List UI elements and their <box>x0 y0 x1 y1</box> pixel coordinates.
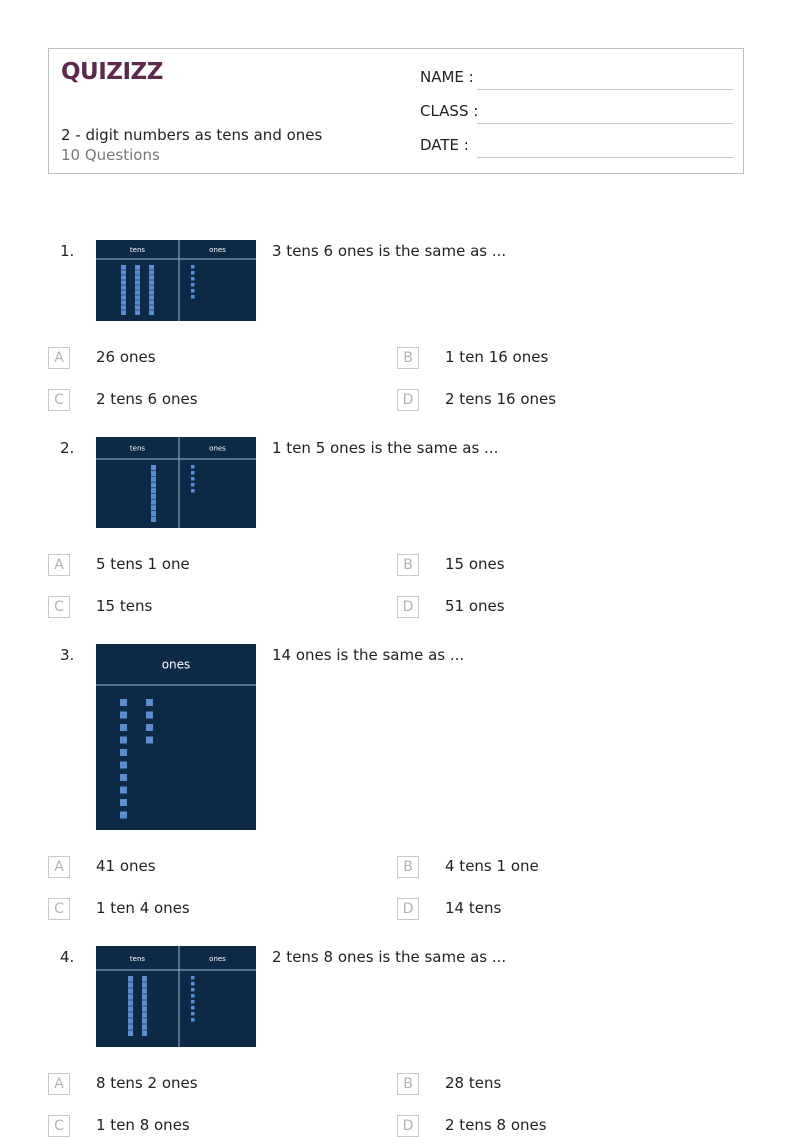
option-text[interactable]: 2 tens 6 ones <box>96 390 198 408</box>
option-letter[interactable]: B <box>397 554 419 576</box>
option-text[interactable]: 14 tens <box>445 899 502 917</box>
ones-cube <box>191 465 195 469</box>
ones-cube <box>120 749 127 756</box>
question-number: 2. <box>60 439 75 457</box>
ones-cube <box>120 712 127 719</box>
question-text: 1 ten 5 ones is the same as ... <box>272 439 499 457</box>
board-background <box>96 946 256 1047</box>
ones-cube <box>191 477 195 481</box>
option-letter[interactable]: B <box>397 1073 419 1095</box>
ones-cube <box>191 1012 195 1016</box>
ones-cube <box>120 699 127 706</box>
ones-cube <box>191 289 195 293</box>
option-text[interactable]: 1 ten 4 ones <box>96 899 190 917</box>
ones-cube <box>146 699 153 706</box>
option-letter[interactable]: C <box>48 389 70 411</box>
ones-cube <box>191 471 195 475</box>
ones-cube <box>191 265 195 269</box>
ones-cube <box>120 799 127 806</box>
board-background <box>96 240 256 321</box>
option-text[interactable]: 2 tens 8 ones <box>445 1116 547 1134</box>
option-text[interactable]: 26 ones <box>96 348 156 366</box>
place-value-chart <box>96 644 256 830</box>
option-text[interactable]: 1 ten 8 ones <box>96 1116 190 1134</box>
ones-cube <box>191 994 195 998</box>
worksheet-header <box>48 48 744 174</box>
ones-cube <box>191 976 195 980</box>
option-letter[interactable]: C <box>48 898 70 920</box>
ones-cube <box>120 762 127 769</box>
ones-cube <box>120 737 127 744</box>
option-letter[interactable]: B <box>397 856 419 878</box>
question-number: 4. <box>60 948 75 966</box>
ones-cube <box>120 774 127 781</box>
option-text[interactable]: 1 ten 16 ones <box>445 348 549 366</box>
ones-header: ones <box>209 444 226 453</box>
ones-cube <box>191 271 195 275</box>
ones-cube <box>191 1006 195 1010</box>
date-line[interactable] <box>477 157 733 158</box>
ones-cube <box>191 982 195 986</box>
ones-cube <box>191 489 195 493</box>
tens-header: tens <box>129 954 146 963</box>
ones-cube <box>191 277 195 281</box>
question-number: 3. <box>60 646 75 664</box>
class-line[interactable] <box>477 123 733 124</box>
option-letter[interactable]: B <box>397 347 419 369</box>
ones-cube <box>191 295 195 299</box>
class-label: CLASS : <box>420 102 479 120</box>
place-value-chart <box>96 437 256 528</box>
option-text[interactable]: 8 tens 2 ones <box>96 1074 198 1092</box>
question-count: 10 Questions <box>61 146 160 164</box>
ones-header: ones <box>161 657 191 672</box>
question-text: 3 tens 6 ones is the same as ... <box>272 242 507 260</box>
option-letter[interactable]: A <box>48 1073 70 1095</box>
ones-cube <box>191 483 195 487</box>
option-text[interactable]: 15 ones <box>445 555 505 573</box>
option-letter[interactable]: D <box>397 596 419 618</box>
place-value-chart <box>96 240 256 321</box>
ones-cube <box>120 724 127 731</box>
option-text[interactable]: 2 tens 16 ones <box>445 390 557 408</box>
ones-header: ones <box>209 245 226 254</box>
ones-cube <box>191 283 195 287</box>
option-letter[interactable]: C <box>48 596 70 618</box>
tens-header: tens <box>129 444 146 453</box>
option-letter[interactable]: D <box>397 389 419 411</box>
ones-cube <box>191 1018 195 1022</box>
ones-cube <box>146 724 153 731</box>
option-text[interactable]: 5 tens 1 one <box>96 555 190 573</box>
question-number: 1. <box>60 242 75 260</box>
name-label: NAME : <box>420 68 474 86</box>
tens-header: tens <box>129 245 146 254</box>
option-letter[interactable]: D <box>397 1115 419 1137</box>
question-text: 2 tens 8 ones is the same as ... <box>272 948 507 966</box>
date-label: DATE : <box>420 136 469 154</box>
ones-cube <box>191 988 195 992</box>
option-text[interactable]: 4 tens 1 one <box>445 857 539 875</box>
ones-cube <box>146 737 153 744</box>
question-text: 14 ones is the same as ... <box>272 646 465 664</box>
board-background <box>96 437 256 528</box>
option-letter[interactable]: A <box>48 856 70 878</box>
quizizz-logo: QUIZIZZ <box>61 59 163 85</box>
option-letter[interactable]: A <box>48 347 70 369</box>
option-letter[interactable]: A <box>48 554 70 576</box>
ones-cube <box>120 787 127 794</box>
option-letter[interactable]: C <box>48 1115 70 1137</box>
ones-cube <box>146 712 153 719</box>
worksheet-title: 2 - digit numbers as tens and ones <box>61 126 323 144</box>
option-text[interactable]: 28 tens <box>445 1074 502 1092</box>
option-text[interactable]: 15 tens <box>96 597 153 615</box>
name-line[interactable] <box>477 89 733 90</box>
ones-header: ones <box>209 954 226 963</box>
place-value-chart <box>96 946 256 1047</box>
option-text[interactable]: 51 ones <box>445 597 505 615</box>
option-letter[interactable]: D <box>397 898 419 920</box>
option-text[interactable]: 41 ones <box>96 857 156 875</box>
ones-cube <box>120 812 127 819</box>
ones-cube <box>191 1000 195 1004</box>
